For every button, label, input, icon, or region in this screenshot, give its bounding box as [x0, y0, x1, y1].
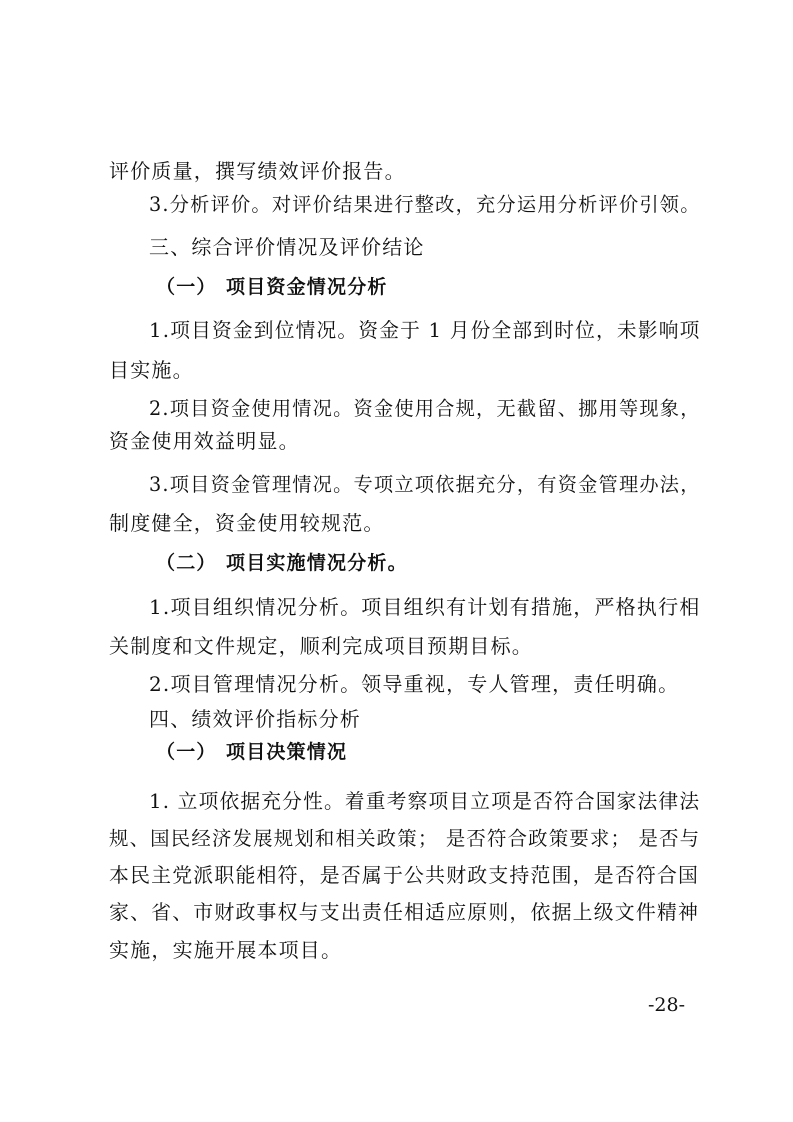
body-text-line: 实施，实施开展本项目。	[109, 938, 343, 962]
body-text-line: 资金使用效益明显。	[109, 429, 300, 453]
body-text-line: 制度健全，资金使用较规范。	[109, 511, 385, 535]
subsection-number: （二）	[156, 552, 217, 574]
body-text-line: 1.项目资金到位情况。资金于 1 月份全部到时位，未影响项	[149, 319, 701, 342]
body-text-line: 家、省、市财政事权与支出责任相适应原则，依据上级文件精神	[109, 901, 700, 924]
page-number: -28-	[648, 994, 686, 1016]
body-text-line: 本民主党派职能相符，是否属于公共财政支持范围，是否符合国	[109, 864, 700, 887]
body-text-line: 2.项目管理情况分析。领导重视，专人管理，责任明确。	[149, 672, 680, 696]
subsection-heading	[156, 739, 347, 765]
body-text-line: 1. 立项依据充分性。着重考察项目立项是否符合国家法律法	[149, 790, 701, 813]
subsection-heading	[156, 550, 408, 576]
body-text-line: 2.项目资金使用情况。资金使用合规，无截留、挪用等现象，	[149, 397, 701, 420]
subsection-heading	[156, 274, 388, 300]
section-heading: 三、综合评价情况及评价结论	[149, 235, 425, 259]
body-text-line: 关制度和文件规定，顺利完成项目预期目标。	[109, 634, 533, 658]
body-text-line: 目实施。	[109, 358, 194, 382]
subsection-number: （一）	[156, 741, 217, 763]
subsection-title: 项目决策情况	[226, 741, 348, 763]
body-text-line: 3.项目资金管理情况。专项立项依据充分，有资金管理办法，	[149, 473, 701, 496]
body-text-line: 规、国民经济发展规划和相关政策； 是否符合政策要求； 是否与	[109, 827, 701, 850]
body-text-line: 3.分析评价。对评价结果进行整改，充分运用分析评价引领。	[149, 193, 701, 216]
body-text-line: 1.项目组织情况分析。项目组织有计划有措施，严格执行相	[149, 595, 701, 619]
subsection-title: 项目实施情况分析。	[226, 552, 408, 574]
section-heading: 四、绩效评价指标分析	[149, 707, 361, 731]
subsection-title: 项目资金情况分析	[226, 276, 388, 298]
body-text-line: 评价质量，撰写绩效评价报告。	[109, 159, 406, 183]
subsection-number: （一）	[156, 276, 217, 298]
